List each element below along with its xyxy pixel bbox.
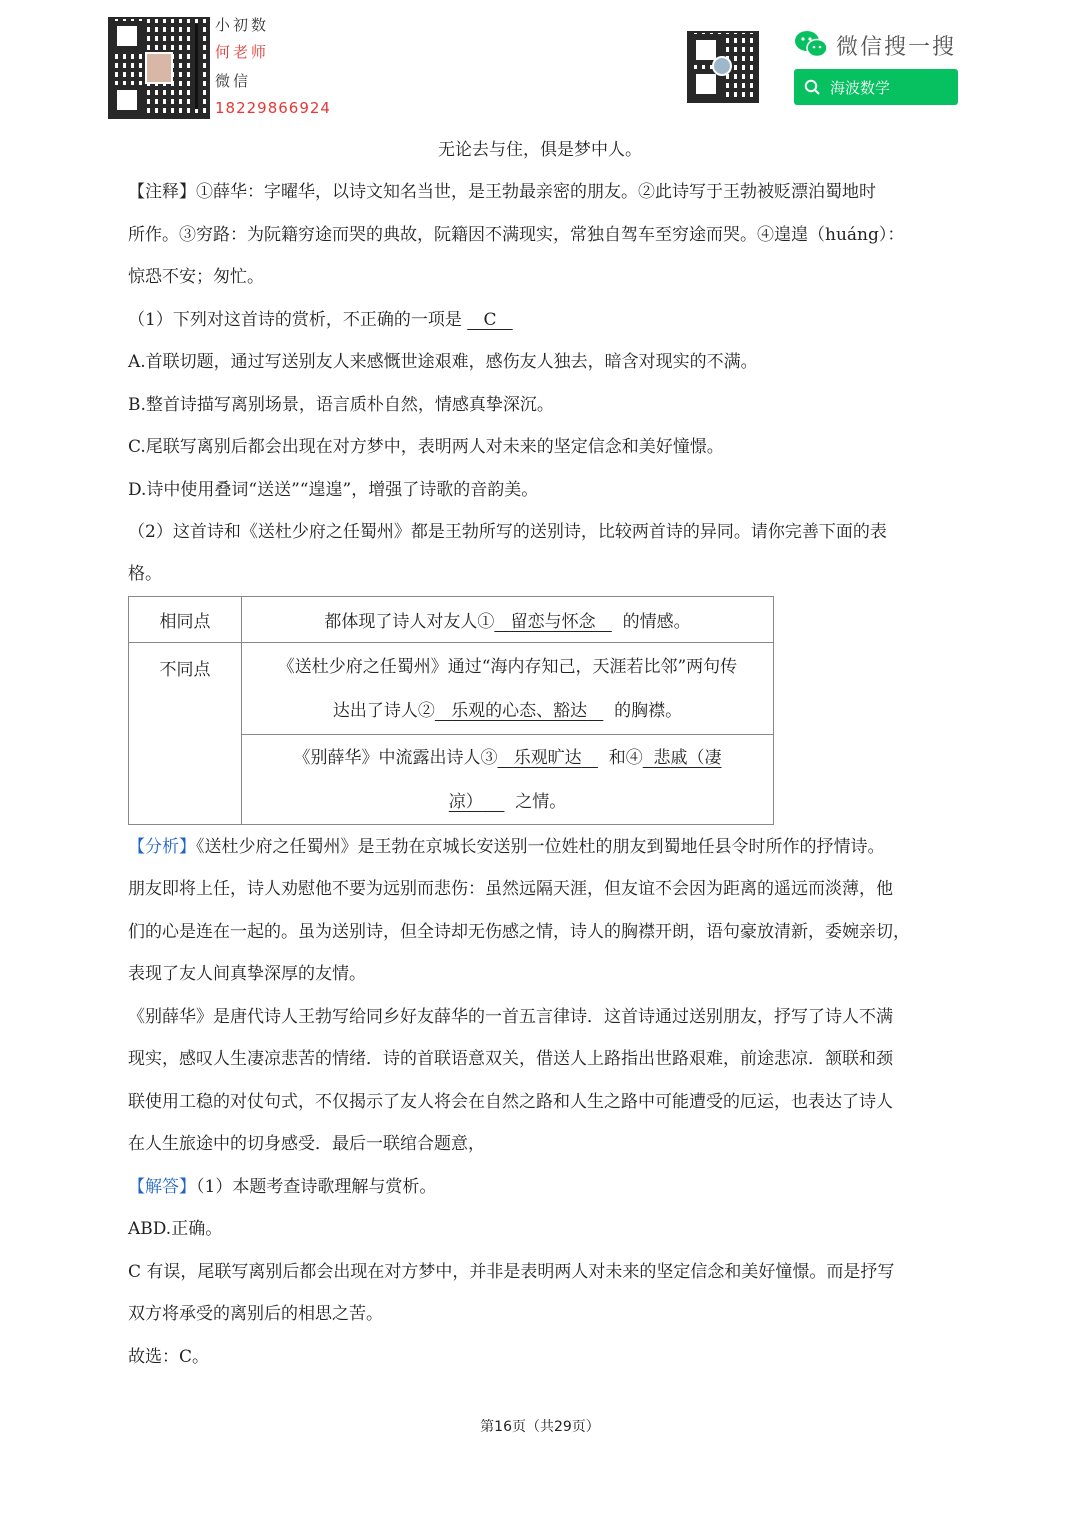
qr-avatar-image (145, 52, 173, 84)
notes-line-1: 【注释】①薛华：字曜华，以诗文知名当世，是王勃最亲密的朋友。②此诗写于王勃被贬漂泊蜀地时 (128, 182, 876, 202)
analysis-line-8: 在人生旅途中的切身感受．最后一联绾合题意， (128, 1134, 485, 1154)
brand-line-3: 微信 (215, 72, 252, 90)
notes-line-2: 所作。③穷路：为阮籍穷途而哭的典故，阮籍因不满现实，常独自驾车至穷途而哭。④遑遑（huáng）： (128, 225, 905, 245)
table-cell-similar: 都体现了诗人对友人① 留恋与怀念 的情感。 (242, 597, 774, 643)
brand-line-1: 小初数 (215, 16, 270, 34)
question-2-line-1: （2）这首诗和《送杜少府之任蜀州》都是王勃所写的送别诗，比较两首诗的异同。请你完善下面的表 (128, 522, 887, 542)
table-label-different: 不同点 (129, 643, 242, 825)
answer-line-5: 故选：C。 (128, 1347, 210, 1367)
analysis-tag: 【分析】 (128, 837, 196, 857)
answer-line-3: C 有误，尾联写离别后都会出现在对方梦中，并非是表明两人对未来的坚定信念和美好憧憬。而是抒写 (128, 1262, 895, 1282)
table-cell-diff-a: 《送杜少府之任蜀州》通过“海内存知己，天涯若比邻”两句传 达出了诗人② 乐观的心态、豁达 的胸襟。 (242, 643, 774, 735)
analysis-line-1: 【分析】《送杜少府之任蜀州》是王勃在京城长安送别一位姓杜的朋友到蜀地任县令时所作的抒情诗。 (128, 837, 885, 857)
qr-edge-marker (195, 24, 206, 109)
brand-phone: 18229866924 (215, 99, 331, 117)
option-c: C.尾联写离别后都会出现在对方梦中，表明两人对未来的坚定信念和美好憧憬。 (128, 437, 724, 457)
page-footer: 第16页（共29页） (480, 1419, 600, 1435)
comparison-table (128, 596, 774, 825)
table-label-similar: 相同点 (129, 597, 242, 643)
brand-line-2: 何老师 (215, 43, 270, 61)
blank-4: 悲戚（凄 (653, 747, 722, 768)
option-b: B.整首诗描写离别场景，语言质朴自然，情感真挚深沉。 (128, 395, 554, 415)
question-2-line-2: 格。 (128, 564, 162, 584)
wechat-search-button[interactable] (794, 69, 958, 105)
option-d: D.诗中使用叠词“送送”“遑遑”，增强了诗歌的音韵美。 (128, 480, 539, 500)
analysis-line-2: 朋友即将上任，诗人劝慰他不要为远别而悲伤：虽然远隔天涯，但友谊不会因为距离的遥远而淡薄，他 (128, 879, 893, 899)
analysis-line-3: 们的心是连在一起的。虽为送别诗，但全诗却无伤感之情，诗人的胸襟开朗，语句豪放清新，委婉亲切， (128, 922, 910, 942)
answer-line-4: 双方将承受的离别后的相思之苦。 (128, 1304, 383, 1324)
analysis-line-4: 表现了友人间真挚深厚的友情。 (128, 964, 366, 984)
answer-line-1: 【解答】（1）本题考查诗歌理解与赏析。 (128, 1177, 437, 1197)
qr-logo-image (712, 56, 732, 76)
blank-3: 乐观旷达 (513, 747, 582, 768)
analysis-line-7: 联使用工稳的对仗句式，不仅揭示了友人将会在自然之路和人生之路中可能遭受的厄运，也表达了诗人 (128, 1092, 893, 1112)
question-1-prompt: （1）下列对这首诗的赏析，不正确的一项是 (128, 310, 462, 330)
question-1-answer: C (483, 310, 497, 330)
analysis-line-5: 《别薛华》是唐代诗人王勃写给同乡好友薛华的一首五言律诗．这首诗通过送别朋友，抒写了诗人不满 (128, 1007, 893, 1027)
table-cell-diff-b: 《别薛华》中流露出诗人③ 乐观旷达 和④ 悲戚（凄 凉） 之情。 (242, 735, 774, 825)
option-a: A.首联切题，通过写送别友人来感慨世途艰难，感伤友人独去，暗含对现实的不满。 (128, 352, 758, 372)
answer-tag: 【解答】 (128, 1177, 196, 1197)
question-1 (128, 308, 980, 332)
wechat-icon (794, 30, 828, 58)
blank-2: 乐观的心态、豁达 (451, 700, 588, 721)
answer-line-2: ABD.正确。 (128, 1219, 223, 1239)
poem-last-line: 无论去与住，俱是梦中人。 (438, 140, 642, 160)
notes-line-3: 惊恐不安；匆忙。 (128, 267, 264, 287)
blank-1: 留恋与怀念 (510, 612, 596, 632)
wechat-search-title: 微信搜一搜 (836, 35, 957, 60)
wechat-search-label: 海波数学 (830, 78, 891, 97)
analysis-line-6: 现实，感叹人生凄凉悲苦的情绪．诗的首联语意双关，借送人上路指出世路艰难，前途悲凉．颔联和颈 (128, 1049, 893, 1069)
search-icon (804, 79, 820, 95)
